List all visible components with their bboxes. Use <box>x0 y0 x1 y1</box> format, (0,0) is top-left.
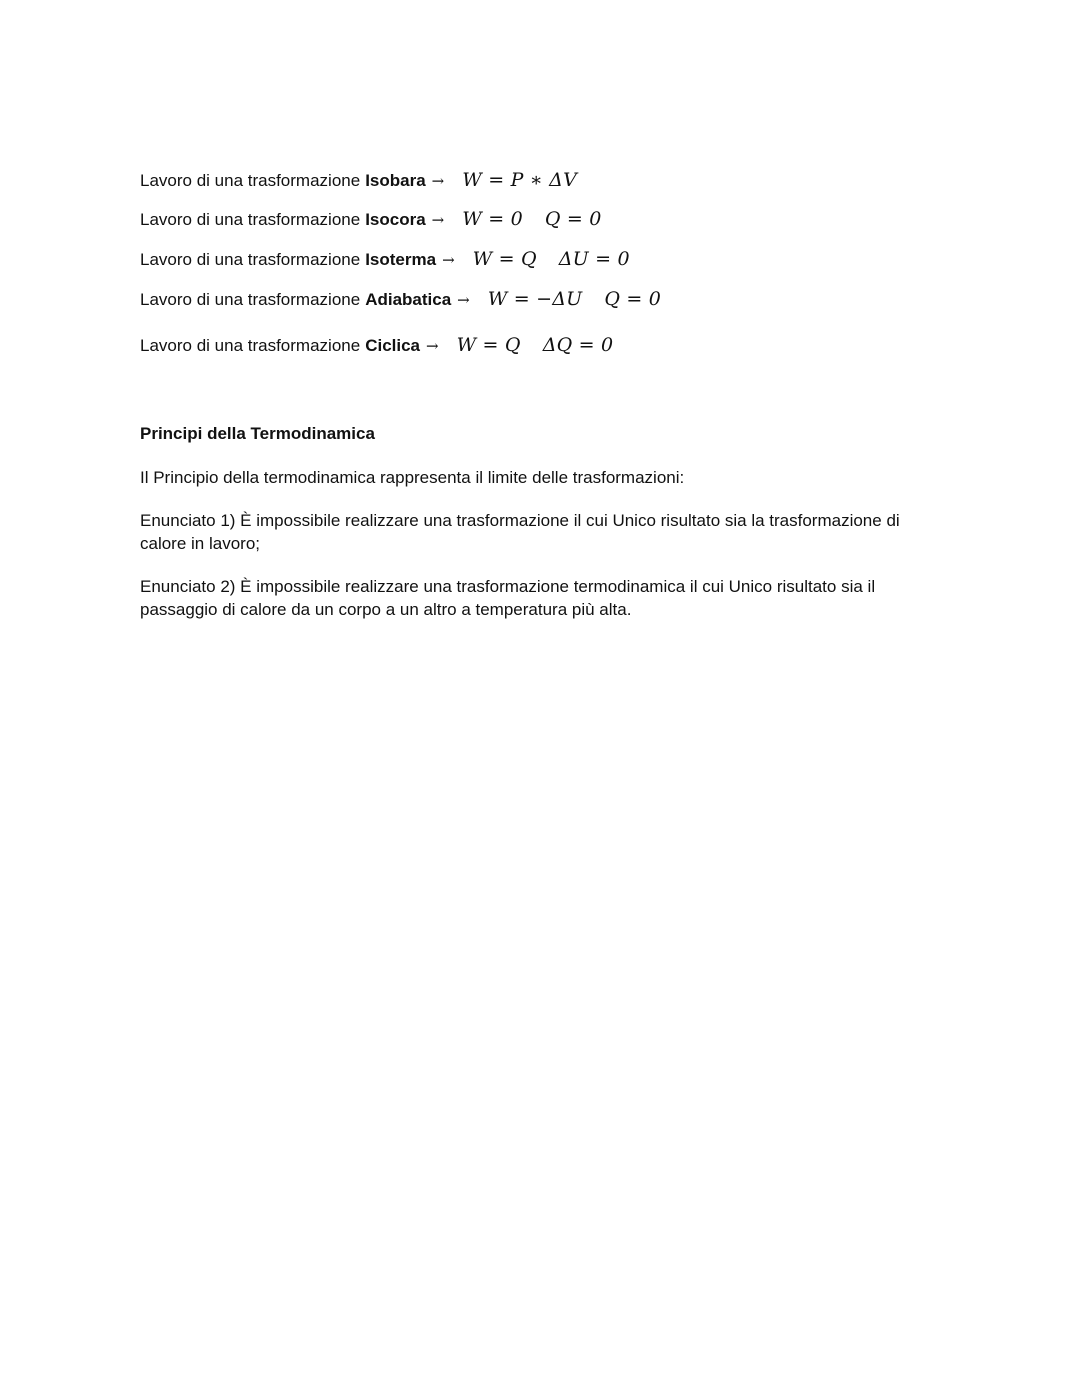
formula-secondary: Q = 0 <box>604 288 662 310</box>
work-line-prefix: Lavoro di una trasformazione <box>140 336 361 355</box>
intro-paragraph: Il Principio della termodinamica rappresenta il limite delle trasformazioni: <box>140 468 685 487</box>
arrow-icon: → <box>431 211 445 229</box>
work-line-isocora <box>140 205 940 234</box>
statement-1-line-1: Enunciato 1) È impossibile realizzare una trasformazione il cui Unico risultato sia la trasformazione di <box>140 511 900 530</box>
formula-secondary: ΔQ = 0 <box>542 334 614 356</box>
transformation-type: Isocora <box>365 210 426 229</box>
arrow-icon: → <box>457 291 470 309</box>
work-line-prefix: Lavoro di una trasformazione <box>140 250 361 269</box>
statement-2-paragraph <box>140 575 940 621</box>
formula-work: W = −ΔU <box>487 288 583 310</box>
transformation-type: Adiabatica <box>365 290 452 309</box>
statement-1-line-2: calore in lavoro; <box>140 534 261 553</box>
statement-1-paragraph <box>140 509 940 555</box>
arrow-icon: → <box>431 172 445 190</box>
work-line-adiabatica <box>140 285 940 314</box>
section-heading: Principi della Termodinamica <box>140 424 375 443</box>
work-line-ciclica <box>140 331 940 360</box>
arrow-icon: → <box>426 337 439 355</box>
formula-secondary: Q = 0 <box>544 208 602 230</box>
arrow-icon: → <box>442 251 455 269</box>
transformation-type: Ciclica <box>365 336 420 355</box>
work-line-prefix: Lavoro di una trasformazione <box>140 171 361 190</box>
document-content <box>140 166 940 621</box>
work-line-prefix: Lavoro di una trasformazione <box>140 210 361 229</box>
work-line-isoterma <box>140 245 940 274</box>
formula-work: W = P ∗ ΔV <box>462 169 577 191</box>
formula-secondary: ΔU = 0 <box>558 248 630 270</box>
work-line-prefix: Lavoro di una trasformazione <box>140 290 361 309</box>
work-line-isobara <box>140 166 940 195</box>
formula-work: W = Q <box>472 248 537 270</box>
formula-work: W = Q <box>456 334 521 356</box>
statement-2-line-1: Enunciato 2) È impossibile realizzare una trasformazione termodinamica il cui Unico risultato sia il <box>140 577 876 596</box>
statement-2-line-2: passaggio di calore da un corpo a un altro a temperatura più alta. <box>140 600 632 619</box>
transformation-type: Isoterma <box>365 250 437 269</box>
formula-work: W = 0 <box>462 208 523 230</box>
transformation-type: Isobara <box>365 171 426 190</box>
